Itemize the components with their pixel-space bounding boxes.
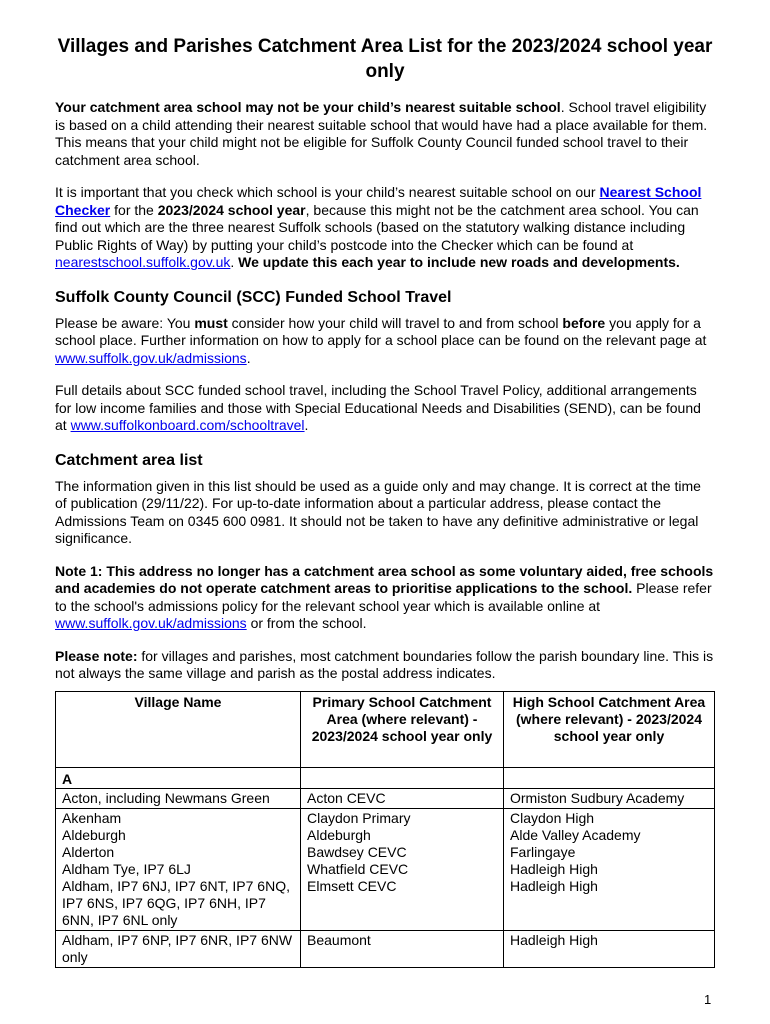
schooltravel-link[interactable]: www.suffolkonboard.com/schooltravel — [70, 417, 305, 433]
primary-cell: Beaumont — [301, 930, 504, 967]
village-cell: Akenham Aldeburgh Alderton Aldham Tye, IP7 6LJ Aldham, IP7 6NJ, IP7 6NT, IP7 6NQ, IP7 6NS, IP7 6QG, IP7 6NH, IP7 6NN, IP7 6NL only — [56, 808, 301, 930]
intro-text: . School travel eligibility is based on a child attending their nearest suitable school that would have had a place available for them. This means that your child might not be eligible for Suffolk County Council funded school travel to their catchment area school. — [55, 99, 708, 168]
section-letter: A — [56, 767, 301, 788]
catchment-table — [55, 691, 715, 968]
high-cell: Hadleigh High — [504, 930, 715, 967]
catchment-heading: Catchment area list — [55, 451, 203, 469]
table-row — [56, 808, 715, 930]
table-row — [56, 788, 715, 808]
catchment-paragraph: The information given in this list should be used as a guide only and may change. It is correct at the time of publication (29/11/22). For up-to-date information about a particular address, please contact the Admissions Team on 0345 600 0981. It should not be taken to have any definitive administrative or legal significance. — [55, 477, 701, 546]
section-letter-row — [56, 767, 715, 788]
high-cell: Ormiston Sudbury Academy — [504, 788, 715, 808]
village-cell: Aldham, IP7 6NP, IP7 6NR, IP7 6NW only — [56, 930, 301, 967]
intro-bold: Your catchment area school may not be your child’s nearest suitable school — [55, 99, 561, 115]
admissions-link-2[interactable]: www.suffolk.gov.uk/admissions — [55, 615, 247, 631]
nearestschool-link[interactable]: nearestschool.suffolk.gov.uk — [55, 254, 231, 270]
header-primary-school: Primary School Catchment Area (where relevant) - 2023/2024 school year only — [301, 691, 504, 767]
please-note-paragraph: Please note: for villages and parishes, most catchment boundaries follow the parish boundary line. This is not always the same village and parish as the postal address indicates. — [55, 647, 714, 681]
admissions-link[interactable]: www.suffolk.gov.uk/admissions — [55, 349, 247, 366]
page-title: Villages and Parishes Catchment Area List for the 2023/2024 school year only — [57, 36, 713, 82]
page-number: 1 — [704, 992, 712, 1007]
document-page — [55, 34, 715, 968]
intro-paragraph — [55, 99, 715, 169]
village-cell: Acton, including Newmans Green — [56, 788, 301, 808]
header-high-school: High School Catchment Area (where relevant) - 2023/2024 school year only — [504, 691, 715, 767]
note-1-paragraph: Note 1: This address no longer has a catchment area school as some voluntary aided, free schools and academies do not operate catchment areas to prioritise applications to the school. Please refer to the school's admissions policy for the relevant school year which is available online at www.suffolk.gov.uk/admissions or from the school. — [55, 562, 714, 631]
table-row — [56, 930, 715, 967]
primary-cell: Acton CEVC — [301, 788, 504, 808]
header-village-name: Village Name — [56, 691, 301, 767]
travel-paragraph-1: Please be aware: You must consider how your child will travel to and from school before you apply for a school place. Further information on how to apply for a school place can be found on the relevant page at www.suffolk.gov.uk/admissions. — [55, 314, 707, 366]
travel-paragraph-2: Full details about SCC funded school travel, including the School Travel Policy, additional arrangements for low income families and those with Special Educational Needs and Disabilities (SEND), can be found at www.suffolkonboard.com/schooltravel. — [55, 382, 701, 433]
travel-heading: Suffolk County Council (SCC) Funded School Travel — [55, 288, 452, 306]
nearest-school-checker-link[interactable]: Nearest School Checker — [55, 184, 702, 218]
checker-paragraph: It is important that you check which school is your child’s nearest suitable school on our Nearest School Checker for the 2023/2024 school year, because this might not be the catchment area school. You can find out which are the three nearest Suffolk schools (based on the statutory walking distance including Public Rights of Way) by putting your child’s postcode into the Checker which can be found at nearestschool.suffolk.gov.uk. We update this each year to include new roads and developments. — [55, 184, 702, 270]
primary-cell: Claydon Primary Aldeburgh Bawdsey CEVC Whatfield CEVC Elmsett CEVC — [301, 808, 504, 930]
high-cell: Claydon High Alde Valley Academy Farlingaye Hadleigh High Hadleigh High — [504, 808, 715, 930]
table-header-row — [56, 691, 715, 767]
